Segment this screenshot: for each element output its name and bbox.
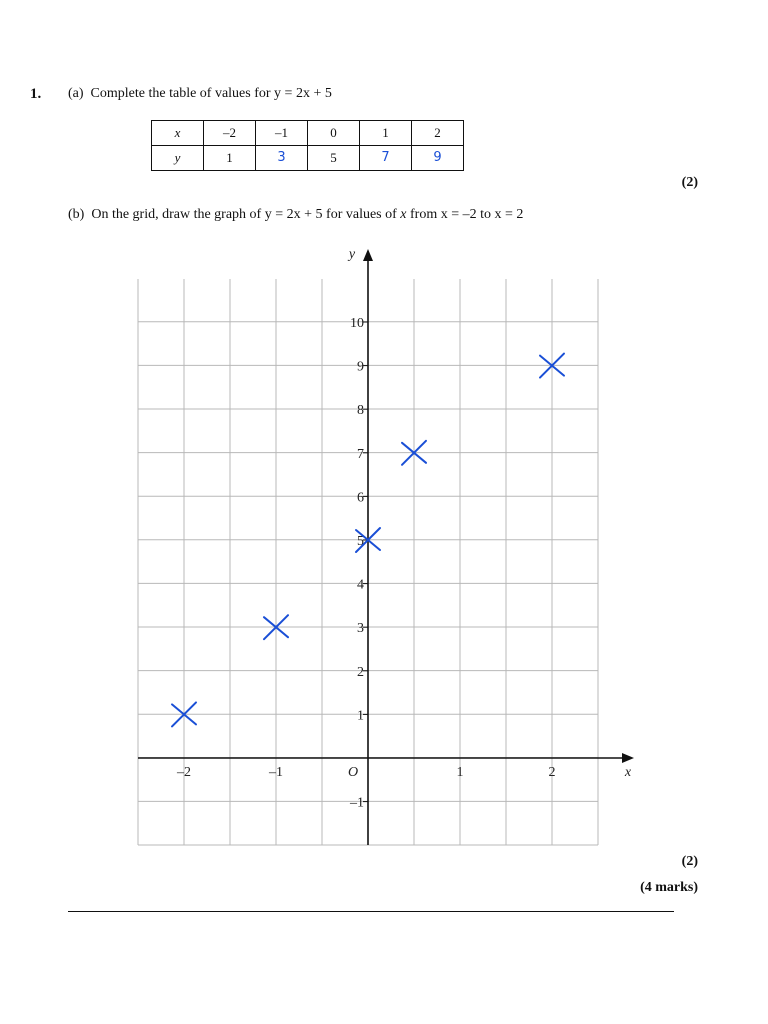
y-cell-handwritten[interactable]: 3 [256,146,308,171]
y-tick-label: 1 [357,708,364,724]
part-b-text-3: from [410,207,438,222]
x-tick-label: 2 [548,765,556,780]
y-tick-label: –1 [350,795,364,811]
part-a-text: Complete the table of values for [90,86,271,101]
section-divider [68,911,674,912]
part-a-label: (a) [68,86,84,101]
part-a-marks: (2) [681,175,698,190]
total-marks: (4 marks) [640,880,698,895]
y-tick-label: 10 [350,316,364,331]
y-tick-label: 7 [357,446,364,462]
x-cell: –2 [204,121,256,146]
x-axis-label: x [624,765,632,780]
x-axis-arrow [622,753,634,763]
y-axis-label: y [348,247,356,262]
y-tick-label: 8 [357,403,364,419]
x-cell: 2 [412,121,464,146]
part-b-marks: (2) [681,854,698,869]
part-b-equation: y = 2x + 5 [264,207,323,222]
y-tick-label: 9 [357,359,364,375]
x-cell: –1 [256,121,308,146]
y-axis-arrow [363,249,373,261]
question-number: 1. [30,86,42,102]
y-cell[interactable]: 1 [204,146,256,171]
x-tick-label: –2 [177,765,191,780]
y-tick-label: 5 [357,534,364,549]
y-cell-handwritten[interactable]: 7 [360,146,412,171]
x-cell: 1 [360,121,412,146]
y-tick-label: 4 [357,577,364,593]
part-b-text-2: for values of [326,207,397,222]
y-tick-label: 6 [357,490,364,506]
part-b-var: x [400,207,407,222]
y-cell-handwritten[interactable]: 9 [412,146,464,171]
x-cell: 0 [308,121,360,146]
origin-label: O [347,765,359,780]
part-a-equation: y = 2x + 5 [274,86,332,101]
x-tick-label: 1 [456,765,464,780]
part-b-range: x = –2 to x = 2 [440,207,524,222]
y-tick-label: 3 [357,621,364,637]
x-tick-label: –1 [269,765,283,780]
y-cell[interactable]: 5 [308,146,360,171]
part-b-label: (b) [68,207,85,222]
y-header: y [152,146,204,171]
x-header: x [152,121,204,146]
part-b-text-1: On the grid, draw the graph of [91,207,262,222]
y-tick-label: 2 [357,664,364,680]
